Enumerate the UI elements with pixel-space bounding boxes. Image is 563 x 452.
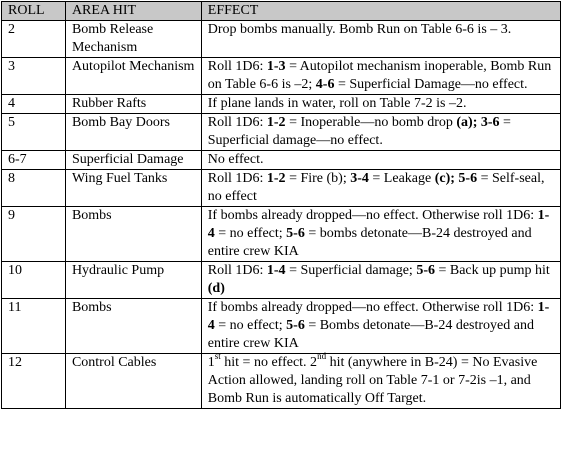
roll-cell: 6-7 xyxy=(2,151,66,170)
area-hit-cell: Bombs xyxy=(65,207,201,262)
table-row xyxy=(2,354,561,409)
table-row xyxy=(2,207,561,262)
effect-text: = Superficial damage; xyxy=(285,263,417,278)
area-hit-cell: Wing Fuel Tanks xyxy=(65,170,201,207)
bold-text: 5-6 xyxy=(416,263,435,278)
effect-text: Roll 1D6: xyxy=(207,171,267,186)
roll-cell: 9 xyxy=(2,207,66,262)
roll-cell: 12 xyxy=(2,354,66,409)
bold-text: (a); 3-6 xyxy=(456,115,500,130)
table-row xyxy=(2,58,561,95)
roll-cell: 8 xyxy=(2,170,66,207)
area-hit-cell: Superficial Damage xyxy=(65,151,201,170)
header-area-hit: AREA HIT xyxy=(65,2,201,21)
bold-text: 1-4 xyxy=(207,300,550,333)
effect-text: hit = no effect. 2 xyxy=(220,355,318,370)
effect-text: Drop bombs manually. Bomb Run on Table 6-6 is – 3. xyxy=(207,22,512,37)
effect-text: = no effect; xyxy=(214,226,287,241)
roll-cell: 2 xyxy=(2,21,66,58)
effect-text: = Self-seal, no effect xyxy=(207,171,545,204)
bold-text: 3-4 xyxy=(350,171,369,186)
effect-cell xyxy=(201,207,560,262)
effect-cell xyxy=(201,351,560,409)
bold-text: 1-2 xyxy=(266,171,286,186)
effect-cell xyxy=(201,170,560,207)
bold-text: 4-6 xyxy=(315,77,335,92)
effect-text: = Back up pump hit xyxy=(434,263,550,278)
effect-cell xyxy=(201,21,560,58)
effect-text: = Leakage xyxy=(368,171,435,186)
effect-text: Roll 1D6: xyxy=(207,59,267,74)
effect-text: = Superficial damage—no effect. xyxy=(207,115,511,148)
effect-text: = Inoperable—no bomb drop xyxy=(285,115,457,130)
effect-text: If plane lands in water, roll on Table 7-2 is –2. xyxy=(207,96,467,111)
effect-cell xyxy=(201,114,560,151)
area-hit-cell: Control Cables xyxy=(65,354,201,409)
effect-text: 1 xyxy=(207,355,215,370)
roll-cell: 11 xyxy=(2,299,66,354)
area-hit-cell: Rubber Rafts xyxy=(65,95,201,114)
bold-text: (d) xyxy=(207,281,225,296)
effect-text: If bombs already dropped—no effect. Otherwise roll 1D6: xyxy=(207,300,538,315)
table-row xyxy=(2,21,561,58)
bold-text: 5-6 xyxy=(286,318,305,333)
effect-text: hit (anywhere in B-24) = No Evasive Action allowed, landing roll on Table 7-1 or 7-2is –1, and Bomb Run is automatically Off Target. xyxy=(207,355,538,406)
bold-text: 1-2 xyxy=(266,115,286,130)
effect-cell xyxy=(201,95,560,114)
effect-text: = no effect; xyxy=(214,318,287,333)
effect-text: = Fire (b); xyxy=(285,171,351,186)
effect-cell xyxy=(201,299,560,354)
effect-text: = Bombs detonate—B-24 destroyed and entire crew KIA xyxy=(207,318,534,351)
effect-text: Roll 1D6: xyxy=(207,115,267,130)
roll-cell: 10 xyxy=(2,262,66,299)
header-roll: ROLL xyxy=(2,2,66,21)
table-row xyxy=(2,95,561,114)
superscript-text: nd xyxy=(317,351,327,362)
table-row xyxy=(2,151,561,170)
effect-cell xyxy=(201,151,560,170)
header-row xyxy=(2,2,561,21)
bold-text: 1-3 xyxy=(266,59,286,74)
roll-cell: 3 xyxy=(2,58,66,95)
effect-text: No effect. xyxy=(207,152,264,167)
effect-text: = Superficial Damage—no effect. xyxy=(334,77,528,92)
table-row xyxy=(2,170,561,207)
table-row xyxy=(2,262,561,299)
effect-text: = bombs detonate—B-24 destroyed and entire crew KIA xyxy=(207,226,532,259)
area-hit-cell: Bomb Release Mechanism xyxy=(65,21,201,58)
effect-text: = Autopilot mechanism inoperable, Bomb Run on Table 6-6 is –2; xyxy=(207,59,552,92)
effect-text: Roll 1D6: xyxy=(207,263,267,278)
table-row xyxy=(2,114,561,151)
effect-cell xyxy=(201,262,560,299)
table-body xyxy=(2,21,561,409)
roll-cell: 5 xyxy=(2,114,66,151)
area-hit-cell: Bombs xyxy=(65,299,201,354)
effect-cell xyxy=(201,58,560,95)
header-effect: EFFECT xyxy=(201,2,560,21)
roll-cell: 4 xyxy=(2,95,66,114)
area-hit-cell: Bomb Bay Doors xyxy=(65,114,201,151)
superscript-text: st xyxy=(214,351,221,362)
area-hit-cell: Autopilot Mechanism xyxy=(65,58,201,95)
area-hit-cell: Hydraulic Pump xyxy=(65,262,201,299)
bold-text: 5-6 xyxy=(286,226,305,241)
damage-results-table xyxy=(1,1,561,409)
bold-text: 1-4 xyxy=(207,208,550,241)
effect-text: If bombs already dropped—no effect. Otherwise roll 1D6: xyxy=(207,208,538,223)
bold-text: 1-4 xyxy=(266,263,286,278)
bold-text: (c); 5-6 xyxy=(434,171,478,186)
table-row xyxy=(2,299,561,354)
